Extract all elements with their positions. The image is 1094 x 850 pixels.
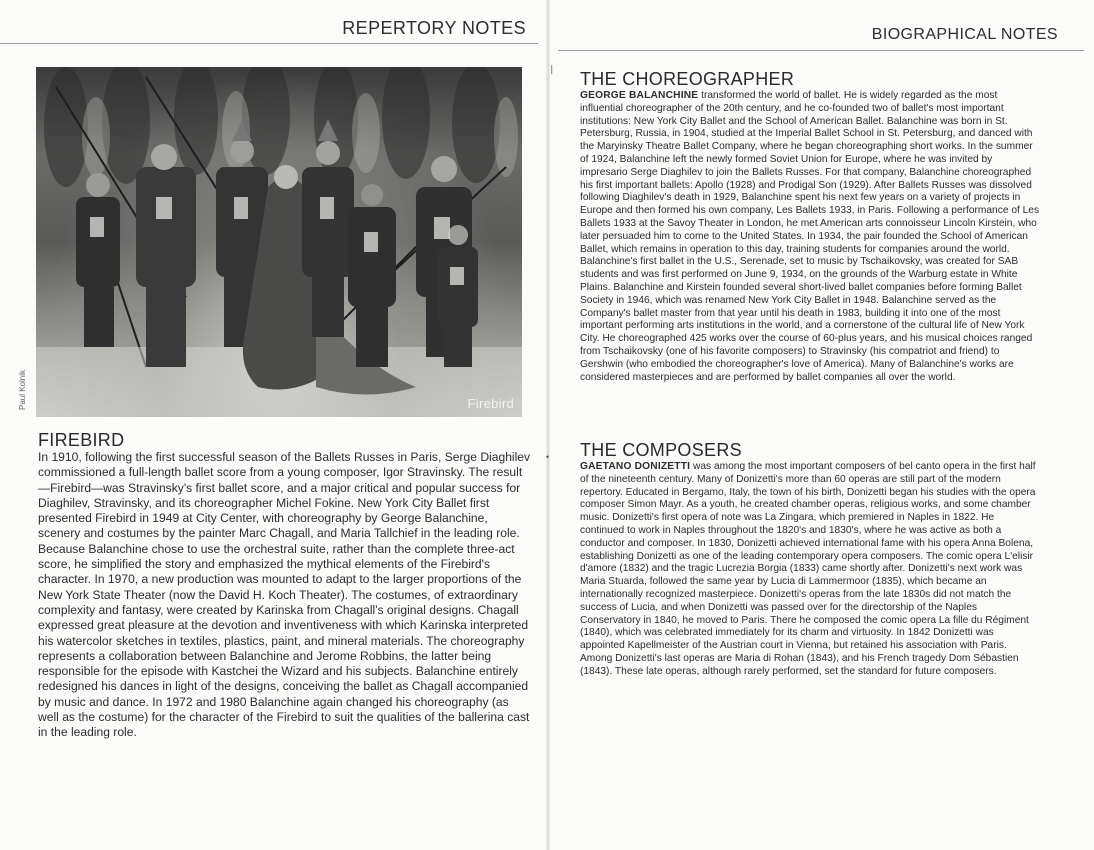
- composers-title: THE COMPOSERS: [580, 440, 742, 460]
- composers-body: [580, 461, 1040, 679]
- choreographer-bio: transformed the world of ballet. He is widely regarded as the most influential choreographer of the 20th century, and he co-founded two of ballet's most important institutions: New York City Ballet and the School of American Ballet. Balanchine was born in St. Petersburg, Russia, in 1904, studied at the Imperial Ballet School in St. Petersburg, and danced with the Maryinsky Theatre Ballet Company, where he began choreographing short works. In the summer of 1924, Balanchine left the newly formed Soviet Union for Europe, where he was invited by impresario Serge Diaghilev to join the Ballets Russes. For that company, Balanchine choreographed his first important ballets: Apollo (1928) and Prodigal Son (1929). After Ballets Russes was dissolved following Diaghilev's death in 1929, Balanchine spent his next few years on a variety of projects in Europe and then formed his own company, Les Ballets 1933, in Paris. Following a performance of Les Ballets 1933 at the Savoy Theater in London, he met American arts connoisseur Lincoln Kirstein, who later persuaded him to come to the United States. In 1934, the pair founded the School of American Ballet, which remains in operation to this day, training students for companies around the world. Balanchine's first ballet in the U.S., Serenade, set to music by Tschaikovsky, was created for SAB students and was first performed on June 9, 1934, on the grounds of the Warburg estate in White Plains. Balanchine and Kirstein founded several short-lived ballet companies before forming Ballet Society in 1946, which was renamed New York City Ballet in 1948. Balanchine served as the Company's ballet master from that year until his death in 1983, building it into one of the most important performing arts institutions in the world, and a cornerstone of the cultural life of New York City. He choreographed 425 works over the course of 60-plus years, and his musical choices ranged from Tschaikovsky (one of his favorite composers) to Stravinsky (his compatriot and friend) to Gershwin (who embodied the choreographer's love of America). Many of Balanchine's works are considered masterpieces and are performed by ballet companies all over the world.: [580, 90, 1040, 383]
- performance-photo: [36, 67, 522, 417]
- photo-caption: Firebird: [467, 396, 514, 411]
- composer-name: GAETANO DONIZETTI: [580, 461, 691, 472]
- choreographer-title: THE CHOREOGRAPHER: [580, 69, 795, 89]
- composer-bio: was among the most important composers of bel canto opera in the first half of the nineteenth century. Many of Donizetti's more than 60 operas are still part of the modern repertory. Educated in Bergamo, Italy, the town of his birth, Donizetti began his studies with the opera composer Simon Mayr. As a youth, he created chamber operas, religious works, and some chamber music. Donizetti's first opera of note was La Zingara, which premiered in Naples in 1822. He continued to work in Naples throughout the 1820's and 1830's, where he was active as both a conductor and composer. In 1830, Donizetti achieved international fame with his opera Anna Bolena, establishing Donizetti as one of the leading contemporary opera composers. The comic opera L'elisir d'amore (1832) and the tragic Lucrezia Borgia (1833) came shortly after. Donizetti's next work was Maria Stuarda, followed the same year by Lucia di Lammermoor (1835), which became an internationally recognized masterpiece. Donizetti's operas from the late 1830s did not match the success of Lucia, and when Donizetti was passed over for the directorship of the Naples Conservatory in 1840, he moved to Paris. There he composed the comic opera La fille du Régiment (1840), which was celebrated immediately for its charm and virtuosity. In 1842 Donizetti was appointed Kapellmeister of the Austrian court in Vienna, but retained his association with Paris. Among Donizetti's last operas are Maria di Rohan (1843), and his French tragedy Dom Sébastien (1843). These late operas, although rarely performed, set the standard for future composers.: [580, 461, 1036, 677]
- photo-illustration: [36, 67, 522, 417]
- firebird-title: FIREBIRD: [38, 430, 125, 450]
- running-head-left: REPERTORY NOTES: [342, 18, 526, 38]
- margin-mark: ❘: [548, 64, 556, 74]
- right-page: [548, 0, 1094, 850]
- running-head-right: BIOGRAPHICAL NOTES: [871, 26, 1058, 43]
- firebird-body: In 1910, following the first successful season of the Ballets Russes in Paris, Serge Diaghilev commissioned a full-length ballet score from a young composer, Igor Stravinsky. The result—Firebird—was Stravinsky's first ballet score, and a major critical and popular success for Diaghilev, Stravinsky, and its choreographer Michel Fokine. New York City Ballet first presented Firebird in 1949 at City Center, with choreography by George Balanchine, scenery and costumes by the painter Marc Chagall, and Maria Tallchief in the leading role. Because Balanchine chose to use the orchestral suite, rather than the complete three-act score, he simplified the story and emphasized the mythical elements of the Firebird's character. In 1970, a new production was mounted to adapt to the larger proportions of the New York State Theater (now the David H. Koch Theater). The costumes, of extraordinary complexity and fantasy, were created by Karinska from Chagall's original designs. Chagall expressed great pleasure at the devotion and inventiveness with which Karinska interpreted his watercolor sketches in textiles, plastics, paint, and mineral materials. The choreography represents a collaboration between Balanchine and Jerome Robbins, the latter being responsible for the episode with Kastchei the Wizard and his subjects. Balanchine entirely redesigned his dances in light of the designs, conceiving the ballet as Chagall accompanied by music and dance. In 1972 and 1980 Balanchine again changed his choreography (as well as the costume) for the character of the Firebird to suit the qualities of the ballerina cast in the leading role.: [38, 450, 531, 740]
- choreographer-name: GEORGE BALANCHINE: [580, 90, 699, 101]
- header-rule-left: [0, 43, 538, 44]
- photo-credit: Paul Kolnik: [18, 369, 27, 410]
- margin-mark: •: [546, 452, 550, 462]
- header-rule-right: [558, 50, 1084, 51]
- choreographer-body: [580, 90, 1040, 384]
